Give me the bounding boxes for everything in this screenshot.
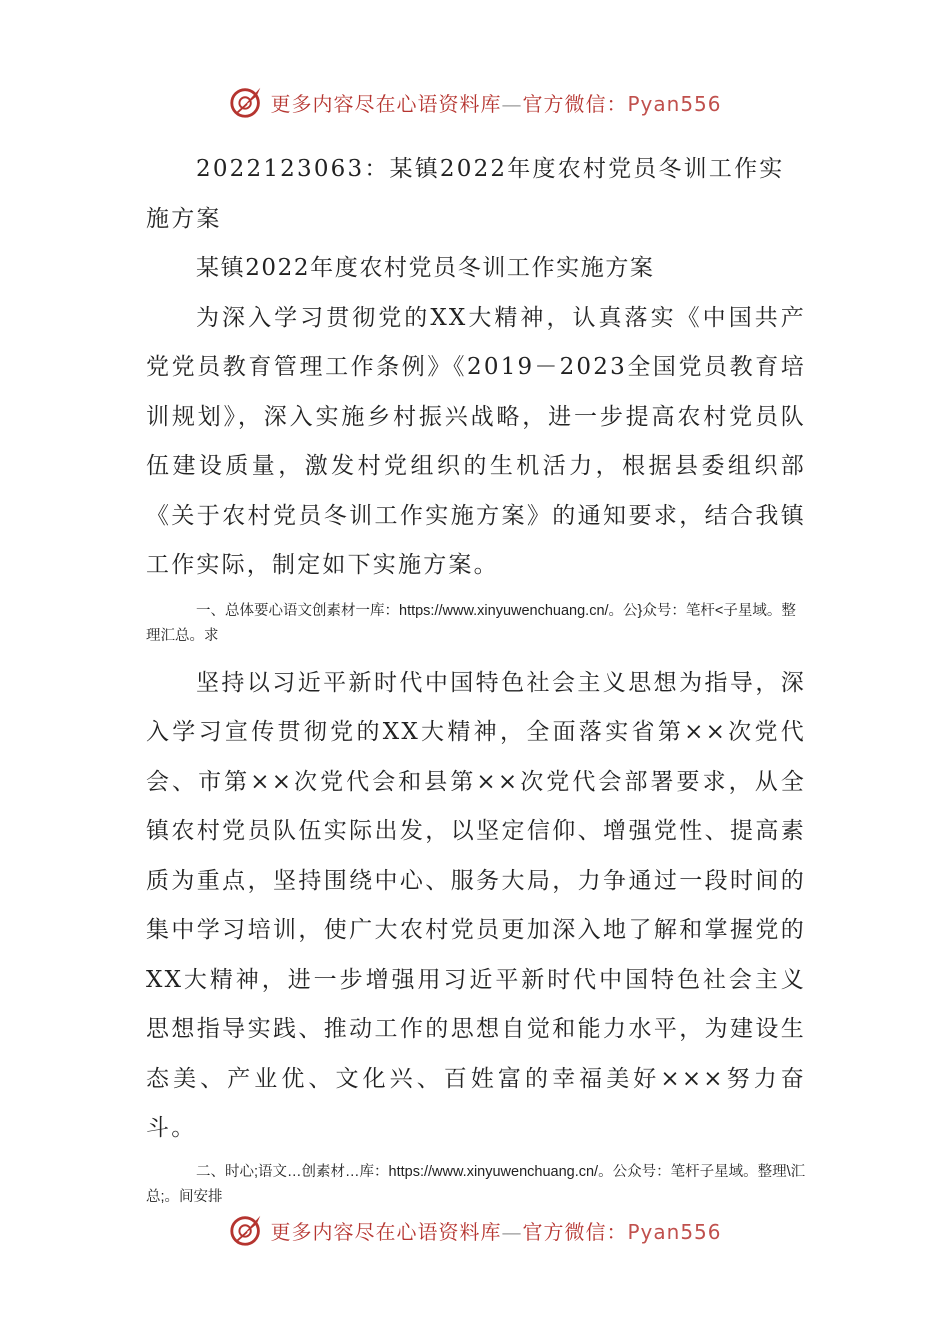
quill-logo-icon	[228, 1211, 266, 1249]
top-banner	[0, 80, 950, 124]
paragraph-overall-requirements: 坚持以习近平新时代中国特色社会主义思想为指导，深入学习宣传贯彻党的XX大精神，全面落实省第××次党代会、市第××次党代会和县第××次党代会部署要求，从全镇农村党员队伍实际出发，以坚定信仰、增强党性、提高素质为重点，坚持围绕中心、服务大局，力争通过一段时间的集中学习培训，使广大农村党员更加深入地了解和掌握党的XX大精神，进一步增强用习近平新时代中国特色社会主义思想指导实践、推动工作的思想自觉和能力水平，为建设生态美、产业优、文化兴、百姓富的幸福美好×××努力奋斗。	[146, 669, 806, 1141]
section-heading-1: 一、总体要心语文创素材一库：https://www.xinyuwenchuang.cn/。公}众号：笔杆<子星域。整理汇总。求	[146, 602, 796, 644]
spacer	[146, 649, 806, 659]
bottom-banner	[0, 1208, 950, 1252]
document-title-line: 2022123063：某镇2022年度农村党员冬训工作实施方案	[146, 156, 785, 232]
paragraph-intro: 为深入学习贯彻党的XX大精神，认真落实《中国共产党党员教育管理工作条例》《2019－2023全国党员教育培训规划》，深入实施乡村振兴战略，进一步提高农村党员队伍建设质量，激发村党组织的生机活力，根据县委组织部《关于农村党员冬训工作实施方案》的通知要求，结合我镇工作实际，制定如下实施方案。	[146, 304, 806, 578]
banner-text: 更多内容尽在心语资料库—官方微信：Pyan556	[270, 91, 722, 116]
section-heading-2: 二、时心;语文…创素材…库：https://www.xinyuwenchuang.cn/。公众号：笔杆子星域。整理\汇总;。间安排	[146, 1163, 806, 1205]
document-subtitle: 某镇2022年度农村党员冬训工作实施方案	[196, 255, 655, 281]
document-body	[146, 145, 806, 1210]
banner-text: 更多内容尽在心语资料库—官方微信：Pyan556	[270, 1219, 722, 1244]
quill-logo-icon	[228, 83, 266, 121]
